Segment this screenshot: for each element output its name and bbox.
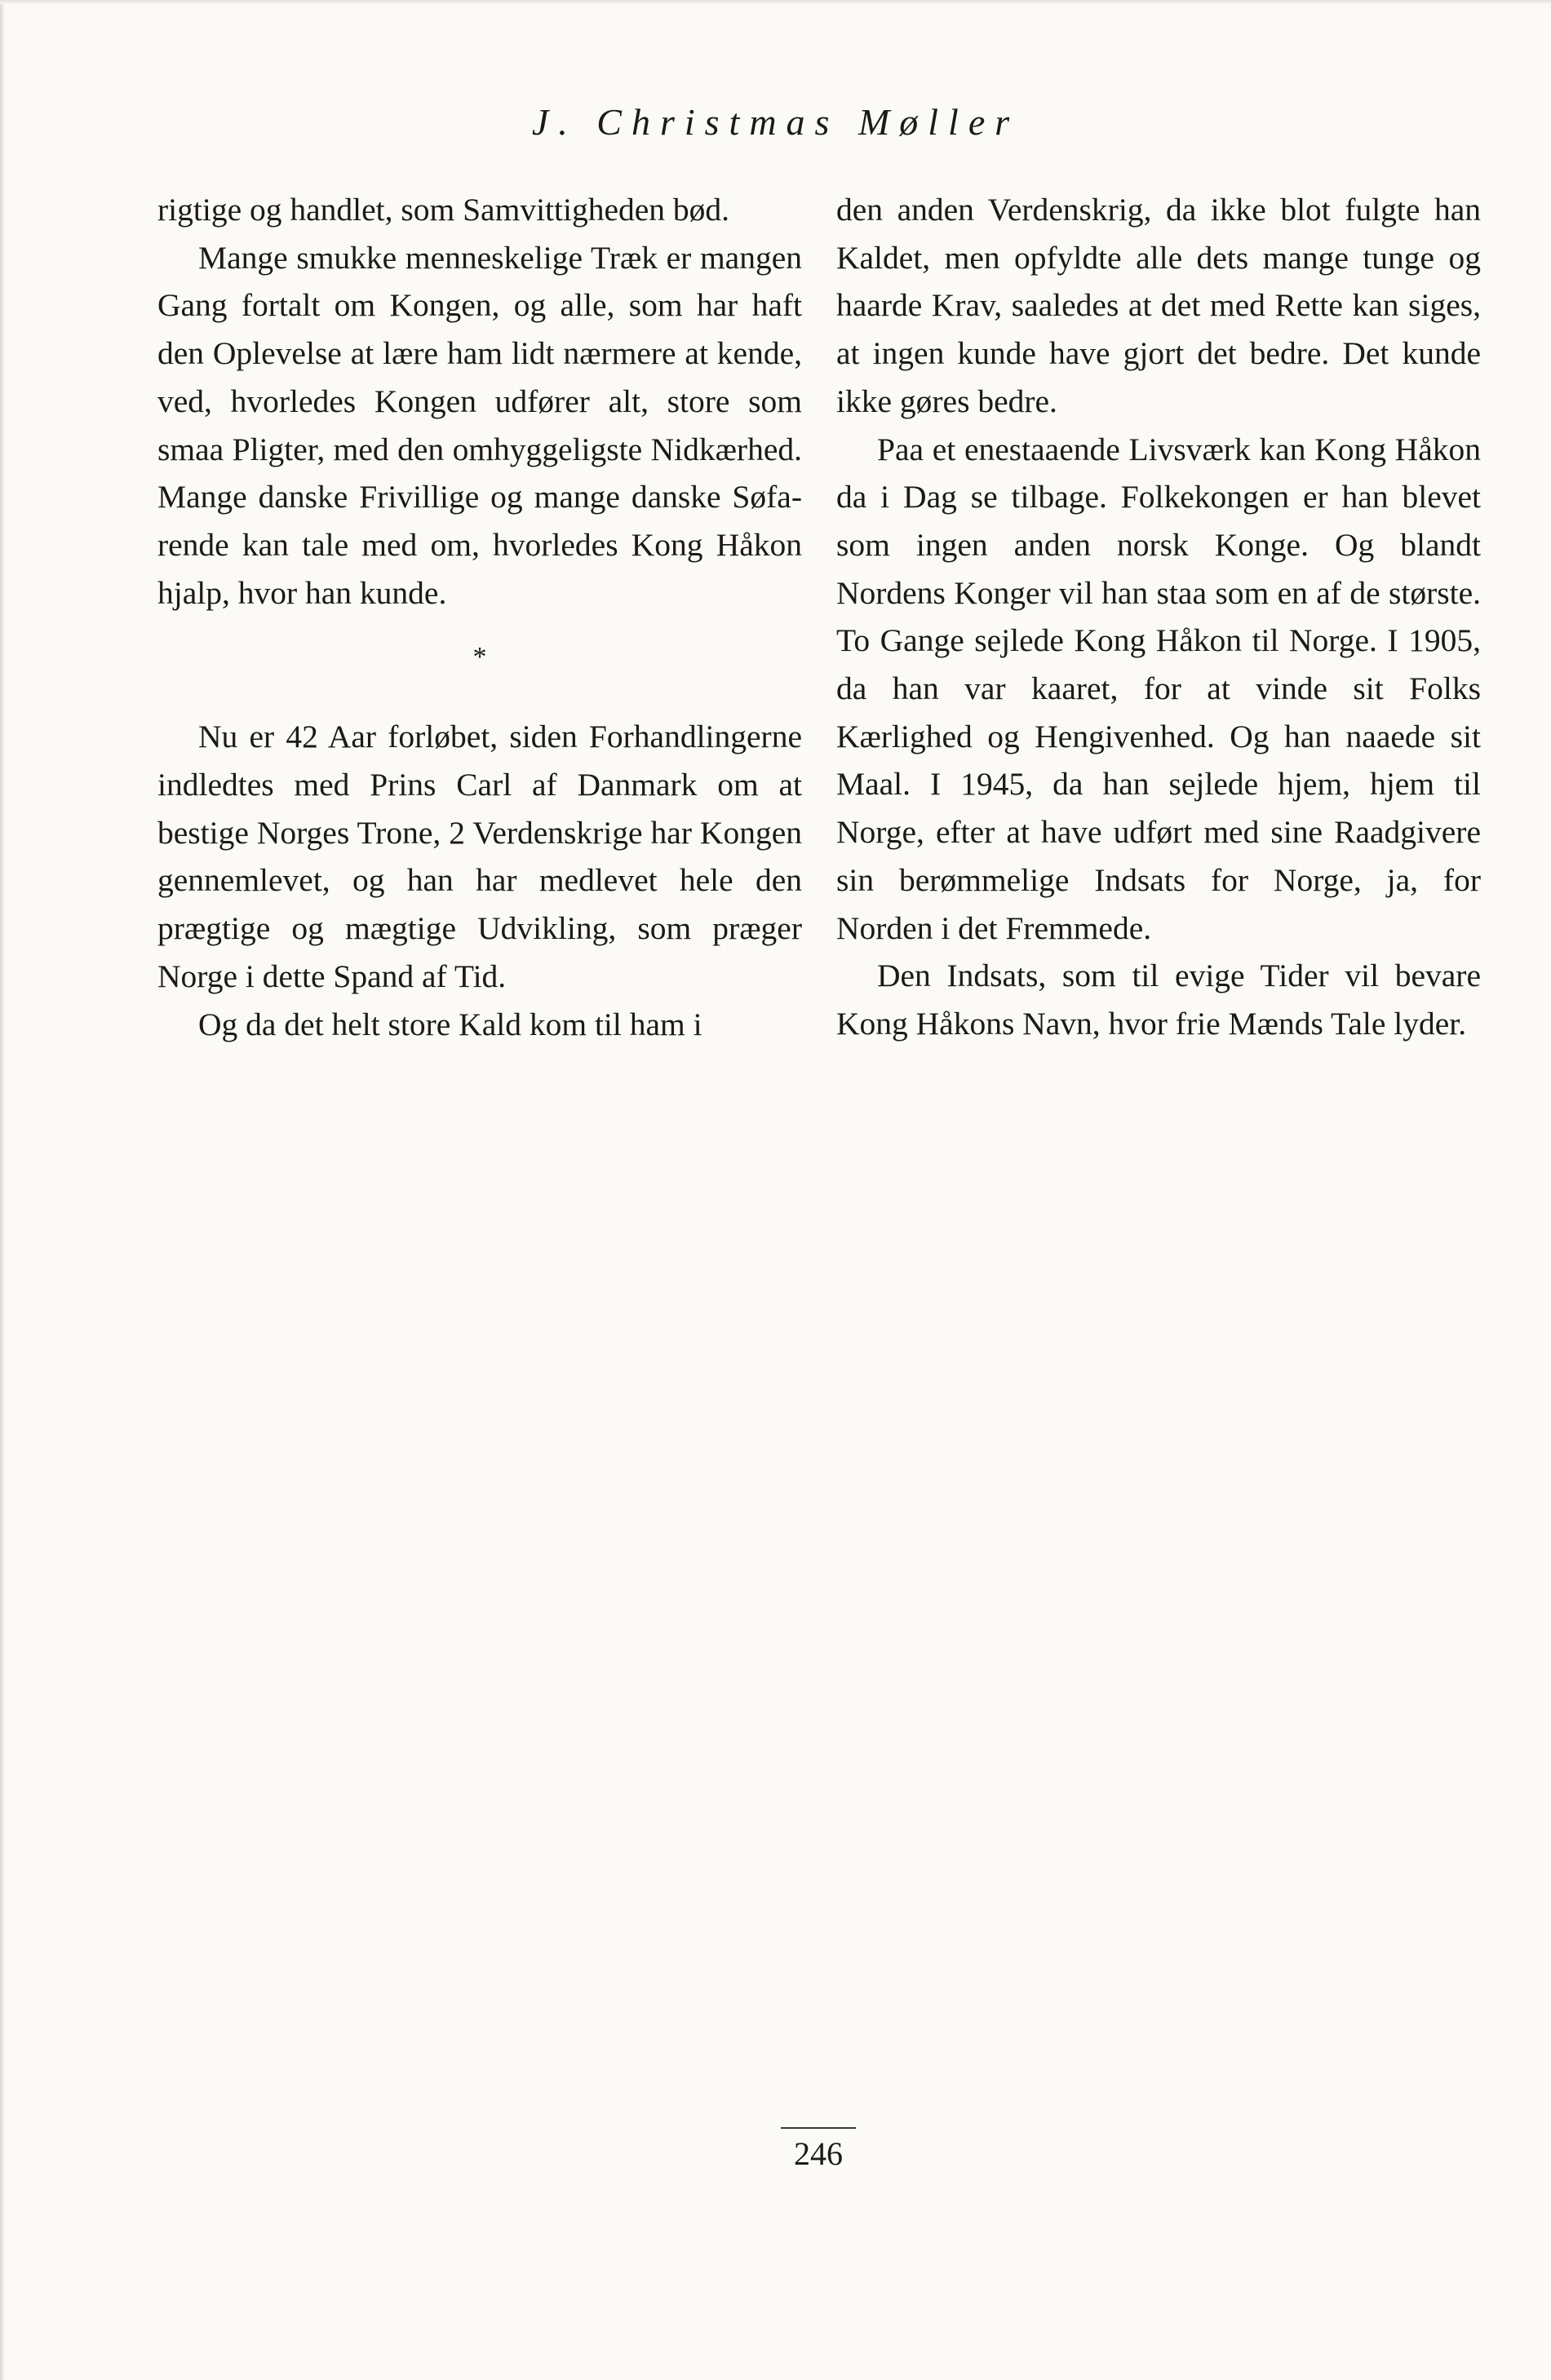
left-column: [157, 186, 802, 1048]
paragraph: Paa et enestaaende Livsværk kan Kong Håkon da i Dag se tilbage. Folkekongen er han blevet som ingen anden norsk Konge. Og blandt Nordens Konger vil han staa som en af de største. To Gange sejlede Kong Håkon til Norge. I 1905, da han var kaaret, for at vinde sit Folks Kærlighed og Hengivenhed. Og han naaede sit Maal. I 1945, da han sejlede hjem, hjem til Norge, efter at have udført med sine Raadgivere sin berømmelige Indsats for Norge, ja, for Norden i det Fremmede.: [836, 431, 1481, 946]
paragraph: den anden Verdenskrig, da ikke blot fulgte han Kaldet, men opfyldte alle dets mange tunge og haarde Krav, saaledes at det med Rette kan siges, at ingen kunde have gjort det bedre. Det kunde ikke gøres bedre.: [836, 192, 1481, 419]
paragraph: Mange smukke menneskelige Træk er mangen Gang fortalt om Kongen, og alle, som har haft den Oplevelse at lære ham lidt nærmere at kende, ved, hvorledes Kongen udfører alt, store som smaa Pligter, med den omhyggeligste Nidkærhed. Mange danske Frivillige og mange danske Søfarende kan tale med om, hvorledes Kong Håkon hjalp, hvor han kunde.: [157, 239, 802, 611]
section-divider: *: [472, 642, 487, 673]
page-edge-top: [0, 0, 1551, 4]
paragraph: rigtige og handlet, som Samvittigheden bød.: [157, 192, 730, 228]
running-head: J. Christmas Møller: [531, 101, 1020, 143]
page-number: 246: [794, 2135, 843, 2172]
paragraph: Og da det helt store Kald kom til ham i: [198, 1006, 702, 1042]
page-number-rule: [781, 2127, 856, 2129]
paragraph: Den Indsats, som til evige Tider vil bevare Kong Håkons Navn, hvor frie Mænds Tale lyder.: [836, 958, 1481, 1042]
right-column: [836, 186, 1481, 1048]
paragraph: Nu er 42 Aar forløbet, siden Forhandlingerne indledtes med Prins Carl af Danmark om at bestige Norges Trone, 2 Verdenskrige har Kongen gennemlevet, og han har medlevet hele den prægtige og mægtige Udvikling, som præger Norge i dette Spand af Tid.: [157, 719, 802, 994]
page-edge-left: [0, 0, 5, 2380]
